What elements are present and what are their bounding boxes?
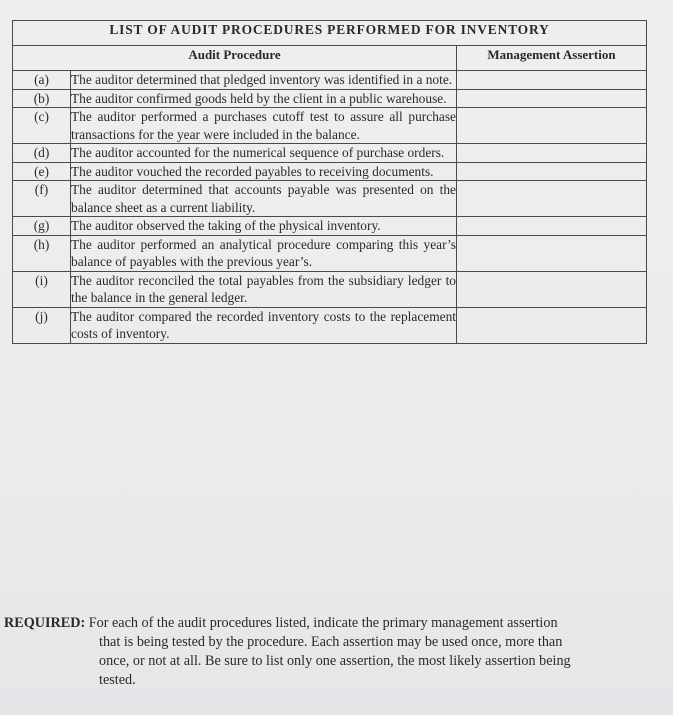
table-row: [13, 271, 647, 307]
audit-procedures-table: [12, 20, 647, 344]
row-letter: (i): [13, 271, 71, 307]
required-text-line: For each of the audit procedures listed, indicate the primary management assertion: [88, 615, 558, 631]
table-title: LIST OF AUDIT PROCEDURES PERFORMED FOR INVENTORY: [13, 21, 647, 46]
assertion-answer-cell[interactable]: [457, 217, 647, 236]
assertion-answer-cell[interactable]: [457, 307, 647, 343]
assertion-answer-cell[interactable]: [457, 144, 647, 163]
procedure-text: The auditor reconciled the total payables from the subsidiary ledger to the balance in the general ledger.: [71, 272, 456, 305]
table-row: [13, 108, 647, 144]
audit-procedure-header: Audit Procedure: [13, 46, 457, 71]
procedure-text: The auditor observed the taking of the physical inventory.: [71, 217, 457, 236]
procedure-text: The auditor vouched the recorded payables to receiving documents.: [71, 162, 457, 181]
required-text-line: tested.: [99, 672, 136, 688]
table-row: [13, 89, 647, 108]
table-row: [13, 144, 647, 163]
required-label: REQUIRED:: [4, 615, 86, 631]
row-letter: (e): [13, 162, 71, 181]
procedure-text: The auditor confirmed goods held by the client in a public warehouse.: [71, 89, 457, 108]
table-row: [13, 181, 647, 217]
procedure-text: The auditor determined that accounts payable was presented on the balance sheet as a current liability.: [71, 182, 456, 215]
procedure-text: The auditor performed a purchases cutoff test to assure all purchase transactions for the year were included in the balance.: [71, 109, 456, 142]
row-letter: (c): [13, 108, 71, 144]
procedure-text: The auditor performed an analytical procedure comparing this year’s balance of payables with the previous year’s.: [71, 236, 456, 269]
assertion-answer-cell[interactable]: [457, 89, 647, 108]
table-row: [13, 235, 647, 271]
table-row: [13, 307, 647, 343]
procedure-text: The auditor determined that pledged inventory was identified in a note.: [71, 71, 457, 90]
assertion-answer-cell[interactable]: [457, 181, 647, 217]
required-instructions: [4, 614, 660, 690]
assertion-answer-cell[interactable]: [457, 271, 647, 307]
procedure-text: The auditor compared the recorded inventory costs to the replacement costs of inventory.: [71, 308, 456, 341]
assertion-answer-cell[interactable]: [457, 235, 647, 271]
row-letter: (d): [13, 144, 71, 163]
table-row: [13, 162, 647, 181]
row-letter: (g): [13, 217, 71, 236]
table-body: [13, 71, 647, 344]
row-letter: (a): [13, 71, 71, 90]
required-text-line: once, or not at all. Be sure to list only one assertion, the most likely assertion being: [99, 653, 571, 669]
required-text-line: that is being tested by the procedure. Each assertion may be used once, more than: [99, 634, 563, 650]
row-letter: (f): [13, 181, 71, 217]
assertion-answer-cell[interactable]: [457, 71, 647, 90]
assertion-answer-cell[interactable]: [457, 108, 647, 144]
row-letter: (j): [13, 307, 71, 343]
required-line-1: [4, 614, 660, 633]
row-letter: (b): [13, 89, 71, 108]
procedure-text: The auditor accounted for the numerical sequence of purchase orders.: [71, 144, 457, 163]
table-row: [13, 71, 647, 90]
assertion-answer-cell[interactable]: [457, 162, 647, 181]
row-letter: (h): [13, 235, 71, 271]
table-row: [13, 217, 647, 236]
management-assertion-header: Management Assertion: [457, 46, 647, 71]
